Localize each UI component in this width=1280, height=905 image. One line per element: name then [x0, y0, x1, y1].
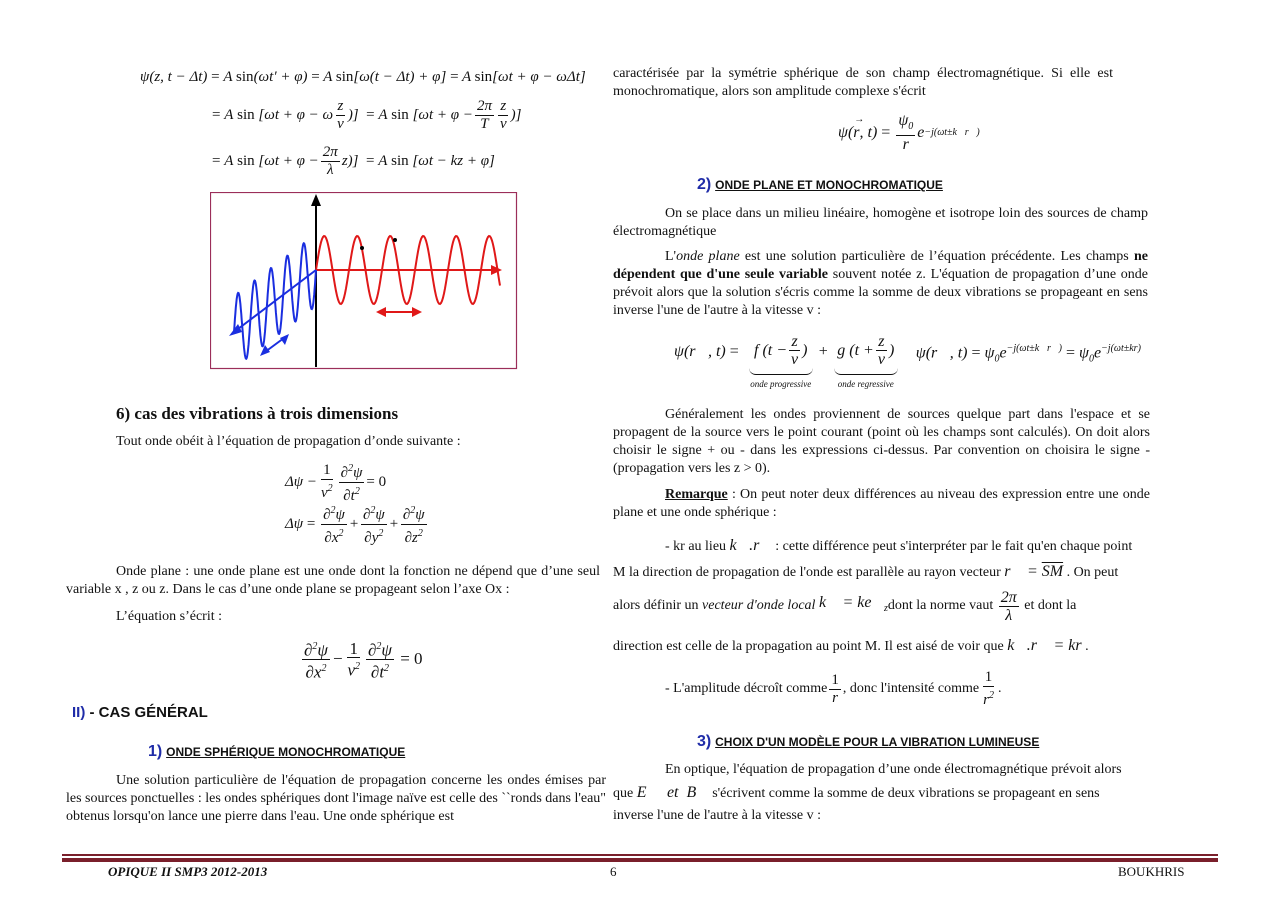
- diff2-a: - L'amplitude décroît comme: [665, 681, 828, 696]
- general-text: Généralement les ondes proviennent de sources quelque part dans l'espace et se propagent de la source vers le point courant (point où les champs sont calculés). On doit alors choisir le signe + ou - dans les expressions ci-dessus. Par convention on choisira le signe - (propagation vers les z > 0).: [613, 407, 1150, 476]
- optics-2a: que: [613, 786, 637, 801]
- spherical-text: Une solution particulière de l'équation de propagation concerne les ondes émises par les sources ponctuelles : les ondes sphériques dont l'image naïve est celle des ``ronds dans l'eau" obtenus lorsqu'on lance une pierre dans l'eau. Une onde sphérique est: [66, 773, 606, 824]
- remarque-paragraph: [613, 486, 1150, 522]
- footer-course: OPIQUE II SMP3 2012-2013: [108, 864, 268, 879]
- diff2-b: , donc l'intensité comme: [842, 681, 980, 696]
- figure-frame: [211, 193, 517, 369]
- plane-def-bold: ne dépendent que d'une seule variable: [613, 249, 1148, 282]
- plane-definition: [613, 248, 1148, 320]
- plane-wave-text: Onde plane : une onde plane est une onde dont la fonction ne dépend que d’une seul variable x , z ou z. Dans le cas d’une onde plane se propageant selon l’axe Ox :: [66, 564, 600, 597]
- psi-eq-line-1: ψ(z, t − Δt) = A sin(ωt′ + φ) = A sin[ω(t − Δt) + φ] = A sin[ωt + φ − ωΔt]: [140, 69, 586, 85]
- plane-wave-equation: $\frac{\partial^2\psi}{\partial x^2}$ − $\frac{1}{v^2}$ $\frac{\partial^2\psi}{\partial t^2}$ = 0: [304, 638, 423, 682]
- vertical-axis-arrow: [311, 194, 321, 206]
- blue-axis-arrow: [229, 324, 242, 336]
- sub3-title: CHOIX D'UN MODÈLE POUR LA VIBRATION LUMINEUSE: [715, 735, 1040, 749]
- difference-2: - L'amplitude décroît comme $\frac{1}{r}$ , donc l'intensité comme $\frac{1}{r^2}$ .: [665, 669, 1002, 708]
- sub3-number: 3): [697, 733, 712, 750]
- diff1-h: direction est celle de la propagation au point M. Il est aisé de voir que: [613, 639, 1008, 654]
- psi-eq-line-2: = A sin [ωt + φ − ω $\frac{z}{v}$ )] = A sin [ωt + φ − $\frac{2\pi}{T}$ $\frac{z}{v}$ )]: [212, 97, 522, 132]
- remarque-label: Remarque: [665, 487, 728, 502]
- wave-point-2: [393, 238, 397, 242]
- difference-1-line-4: direction est celle de la propagation au point M. Il est aisé de voir que k⃗.r⃗ = kr .: [613, 637, 1089, 654]
- footer-rule-thick: [62, 858, 1218, 862]
- red-arrow-head-right: [412, 307, 422, 317]
- spherical-amplitude-eq: ψ( r → , t) = $\frac{\psi_0}{r}$ e −j(ωt±k⃗r⃗): [838, 112, 980, 154]
- section-II-title: - CAS GÉNÉRAL: [85, 704, 208, 721]
- diff1-a: - kr au lieu: [665, 539, 730, 554]
- remarque-text: : On peut noter deux différences au niveau des expression entre une onde plane et une onde sphérique :: [613, 487, 1150, 520]
- two-wave-equation: ψ(r⃗, t) = f (t − $\frac{z}{v}$ ) onde progressive + g (t + $\frac{z}{v}$ ) onde regressive ψ(r⃗, $t) = \psi_0e^{-j(\omega t\pm k⃗r⃗)} = \psi_0e^{-j(\omega t\pm kr)}$: [674, 333, 1141, 389]
- sub2-heading: [697, 176, 943, 194]
- footer-rule-thin: [62, 854, 1218, 856]
- diff1-f: dont la norme vaut: [887, 598, 994, 613]
- section6-intro: Tout onde obéit à l’équation de propagation d’onde suivante :: [116, 434, 461, 449]
- diff1-d: . On peut: [1066, 565, 1119, 580]
- wave-point-1: [360, 246, 364, 250]
- brace-label-regressive: onde regressive: [837, 379, 894, 389]
- sub2-title: ONDE PLANE ET MONOCHROMATIQUE: [715, 178, 943, 192]
- difference-1-line-1: - kr au lieu k⃗.r⃗ : cette différence peut s'interpréter par le fait qu'en chaque point: [665, 537, 1133, 554]
- wave-equation-3d: Δψ − $\frac{1}{v^2}$ $\frac{\partial^2\psi}{\partial t^2}$ = 0 Δψ = $\frac{\partial^2\psi}{\partial x^2}$ + $\frac{\partial^2\psi}{\partial y^2}$ + $\frac{\partial^2\psi}{\partial z^2}$: [285, 462, 429, 546]
- sub1-title: ONDE SPHÉRIQUE MONOCHROMATIQUE: [166, 745, 406, 759]
- section-II-heading: [72, 704, 208, 721]
- plane-def-2: est une solution particulière de l’équation précédente. Les champs: [739, 249, 1134, 264]
- equation-written: L’équation s’écrit :: [116, 609, 223, 624]
- section6-title: 6) cas des vibrations à trois dimensions: [116, 404, 399, 423]
- diff1-b: : cette différence peut s'interpréter par le fait qu'en chaque point: [775, 539, 1133, 554]
- diff1-e: alors définir un: [613, 598, 699, 613]
- diff1-c: M la direction de propagation de l'onde est parallèle au rayon vecteur: [613, 565, 1005, 580]
- plane-def-3: souvent notée z. L'équation de propagation d’une onde prévoit alors que la solution s'écris comme la somme de deux vibrations se propageant en sens inverse l'une de l'autre à la vitesse v :: [613, 267, 1149, 318]
- spherical-cont: caractérisée par la symétrie sphérique de son champ électromagnétique. Si elle est monochromatique, alors son amplitude complexe s'écrit: [613, 66, 1113, 99]
- optics-line-1: En optique, l'équation de propagation d’une onde électromagnétique prévoit alors: [665, 762, 1122, 777]
- diff1-g: et dont la: [1024, 598, 1077, 613]
- blue-arrow-head-b: [280, 334, 289, 345]
- footer-page-number: 6: [610, 864, 617, 879]
- plane-def-1: L': [665, 249, 677, 264]
- brace-label-progressive: onde progressive: [750, 379, 812, 389]
- sub2-number: 2): [697, 176, 712, 193]
- psi-equation-block: [140, 62, 600, 184]
- section-II-number: II): [72, 704, 86, 721]
- optics-line-3: inverse l'une de l'autre à la vitesse v :: [613, 808, 821, 823]
- diff1-em: vecteur d'onde local: [702, 598, 816, 613]
- sub1-heading: [148, 743, 405, 761]
- wave-figure: [210, 192, 518, 370]
- red-arrow-head-left: [376, 307, 386, 317]
- blue-wave: [234, 243, 316, 358]
- footer-author: BOUKHRIS: [1118, 864, 1185, 879]
- optics-2b: s'écrivent comme la somme de deux vibrations se propageant en sens: [712, 786, 1100, 801]
- sub1-number: 1): [148, 743, 163, 760]
- sub3-heading: [697, 733, 1039, 751]
- difference-1-line-3: alors définir un vecteur d'onde local k⃗ = $ke⃗_z$ dont la norme vaut $\frac{2\pi}{\lambda}$ et dont la: [613, 588, 1077, 624]
- plane-def-em: onde plane: [676, 249, 740, 264]
- optics-line-2: que E⃗ et B⃗ s'écrivent comme la somme de deux vibrations se propageant en sens: [613, 784, 1100, 801]
- difference-1-line-2: M la direction de propagation de l'onde est parallèle au rayon vecteur r⃗ = $\overline{SM}$ . On peut: [613, 563, 1119, 580]
- psi-eq-line-3: = A sin [ωt + φ − $\frac{2\pi}{\lambda}$ z)] = A sin [ωt − kz + φ]: [212, 143, 495, 178]
- medium-text: On se place dans un milieu linéaire, homogène et isotrope loin des sources de champ électromagnétique: [613, 206, 1148, 239]
